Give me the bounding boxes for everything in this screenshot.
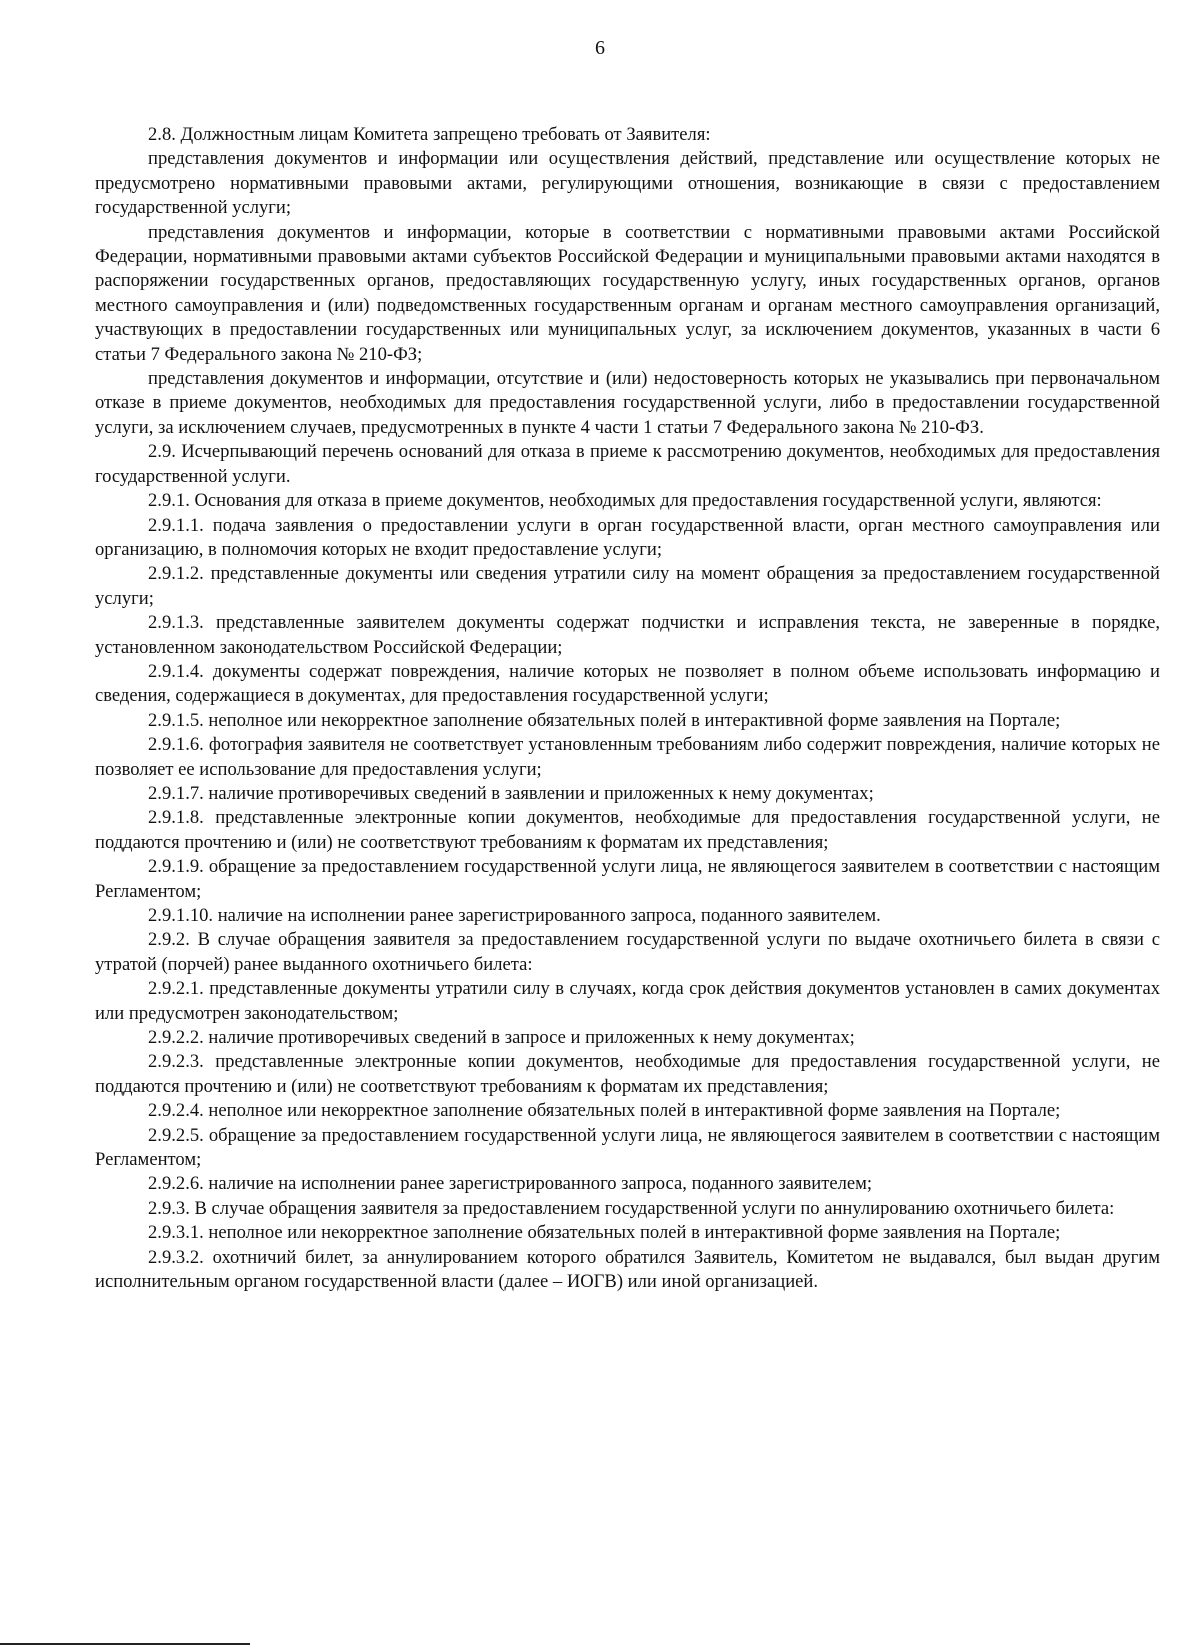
paragraph-2-9: 2.9. Исчерпывающий перечень оснований для отказа в приеме к рассмотрению документов, необходимых для предоставления государственной услуги. [95, 441, 1160, 487]
page-number: 6 [595, 37, 605, 59]
paragraph-2-9-1-10: 2.9.1.10. наличие на исполнении ранее зарегистрированного запроса, поданного заявителем. [148, 905, 881, 926]
footnote-separator-line [0, 1643, 250, 1645]
paragraph-2-9-1-7: 2.9.1.7. наличие противоречивых сведений в заявлении и приложенных к нему документах; [148, 782, 874, 804]
paragraph-2-9-3: 2.9.3. В случае обращения заявителя за предоставлением государственной услуги по аннулированию охотничьего билета: [148, 1197, 1115, 1219]
document-body [95, 123, 1160, 1295]
paragraph-2-8-item-3: представления документов и информации, отсутствие и (или) недостоверность которых не указывались при первоначальном отказе в приеме документов, необходимых для предоставления государственной услуги, либо в предоставлении государственной услуги, за исключением случаев, предусмотренных в пункте 4 части 1 статьи 7 Федерального закона № 210-ФЗ. [95, 368, 1160, 438]
paragraph-2-9-2-5: 2.9.2.5. обращение за предоставлением государственной услуги лица, не являющегося заявителем в соответствии с настоящим Регламентом; [95, 1124, 1160, 1171]
paragraph-2-8-item-2: представления документов и информации, которые в соответствии с нормативными правовыми актами Российской Федерации, нормативными правовыми актами субъектов Российской Федерации и муниципальными правовыми актами находятся в распоряжении государственных органов, предоставляющих государственную услугу, иных государственных органов, органов местного самоуправления и (или) подведомственных государственным органам и органам местного самоуправления организаций, участвующих в предоставлении государственных или муниципальных услуг, за исключением документов, указанных в части 6 статьи 7 Федерального закона № 210-ФЗ; [95, 221, 1160, 365]
paragraph-2-9-3-2: 2.9.3.2. охотничий билет, за аннулированием которого обратился Заявитель, Комитетом не выдавался, был выдан другим исполнительным органом государственной власти (далее – ИОГВ) или иной организацией. [95, 1246, 1160, 1293]
paragraph-2-9-1-8: 2.9.1.8. представленные электронные копии документов, необходимые для предоставления государственной услуги, не поддаются прочтению и (или) не соответствуют требованиям к форматам их представления; [95, 807, 1160, 853]
paragraph-2-9-1-3: 2.9.1.3. представленные заявителем документы содержат подчистки и исправления текста, не заверенные в порядке, установленном законодательством Российской Федерации; [95, 612, 1160, 658]
paragraph-2-9-3-1: 2.9.3.1. неполное или некорректное заполнение обязательных полей в интерактивной форме заявления на Портале; [148, 1222, 1061, 1244]
paragraph-2-9-2-6: 2.9.2.6. наличие на исполнении ранее зарегистрированного запроса, поданного заявителем; [148, 1173, 873, 1195]
paragraph-2-9-1-1: 2.9.1.1. подача заявления о предоставлении услуги в орган государственной власти, орган местного самоуправления или организацию, в полномочия которых не входит предоставление услуги; [95, 514, 1160, 560]
paragraph-2-9-1-4: 2.9.1.4. документы содержат повреждения, наличие которых не позволяет в полном объеме использовать информацию и сведения, содержащиеся в документах, для предоставления государственной услуги; [95, 660, 1160, 707]
paragraph-2-8: 2.8. Должностным лицам Комитета запрещено требовать от Заявителя: [148, 124, 711, 145]
paragraph-2-9-1-5: 2.9.1.5. неполное или некорректное заполнение обязательных полей в интерактивной форме заявления на Портале; [148, 709, 1061, 731]
paragraph-2-9-1-6: 2.9.1.6. фотография заявителя не соответствует установленным требованиям либо содержит повреждения, наличие которых не позволяет ее использование для предоставления услуги; [95, 734, 1160, 780]
paragraph-2-9-2-1: 2.9.2.1. представленные документы утратили силу в случаях, когда срок действия документов установлен в самих документах или предусмотрен законодательством; [95, 978, 1160, 1024]
paragraph-2-9-2-3: 2.9.2.3. представленные электронные копии документов, необходимые для предоставления государственной услуги, не поддаются прочтению и (или) не соответствуют требованиям к форматам их представления; [95, 1051, 1160, 1097]
paragraph-2-8-item-1: представления документов и информации или осуществления действий, представление или осуществление которых не предусмотрено нормативными правовыми актами, регулирующими отношения, возникающие в связи с предоставлением государственной услуги; [95, 148, 1160, 219]
paragraph-2-9-2-2: 2.9.2.2. наличие противоречивых сведений в запросе и приложенных к нему документах; [148, 1027, 855, 1049]
paragraph-2-9-2-4: 2.9.2.4. неполное или некорректное заполнение обязательных полей в интерактивной форме заявления на Портале; [148, 1100, 1061, 1122]
paragraph-2-9-2: 2.9.2. В случае обращения заявителя за предоставлением государственной услуги по выдаче охотничьего билета в связи с утратой (порчей) ранее выданного охотничьего билета: [95, 929, 1160, 975]
paragraph-2-9-1-9: 2.9.1.9. обращение за предоставлением государственной услуги лица, не являющегося заявителем в соответствии с настоящим Регламентом; [95, 856, 1160, 902]
paragraph-2-9-1-2: 2.9.1.2. представленные документы или сведения утратили силу на момент обращения за предоставлением государственной услуги; [95, 563, 1160, 609]
paragraph-2-9-1: 2.9.1. Основания для отказа в приеме документов, необходимых для предоставления государственной услуги, являются: [148, 490, 1102, 512]
